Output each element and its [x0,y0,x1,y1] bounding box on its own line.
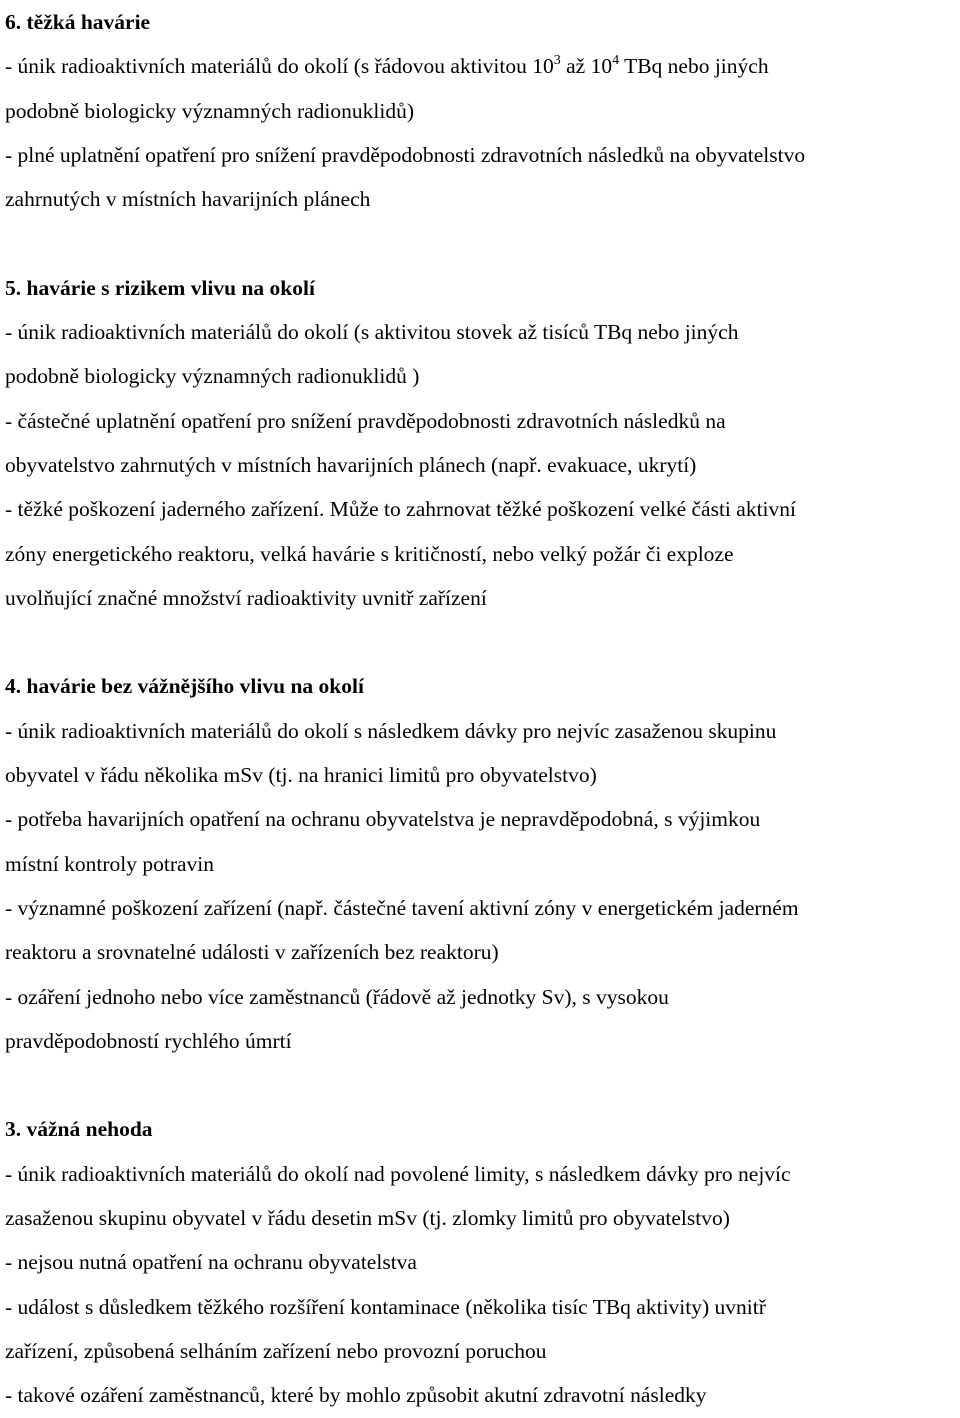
text-run: až 10 [560,54,613,79]
text-run: - únik radioaktivních materiálů do okolí (s řádovou aktivitou 10 [5,54,554,79]
section-heading: 6. těžká havárie [5,10,151,34]
section-5 [5,266,957,620]
section-heading: 4. havárie bez vážnějšího vlivu na okolí [5,674,364,699]
section-spacer [5,620,957,664]
paragraph-line: místní kontroly potravin [5,851,215,876]
section-3 [5,1107,957,1417]
paragraph-line: - nejsou nutná opatření na ochranu obyvatelstva [5,1250,417,1275]
section-4 [5,664,957,1063]
paragraph-line: zařízení, způsobená selháním zařízení nebo provozní poruchou [5,1338,547,1363]
paragraph-line: - potřeba havarijních opatření na ochranu obyvatelstva je nepravděpodobná, s výjimkou [5,807,761,832]
paragraph-line: zahrnutých v místních havarijních plánech [5,187,371,212]
paragraph-line: zóny energetického reaktoru, velká havárie s kritičností, nebo velký požár či exploze [5,541,734,566]
paragraph-line: pravděpodobností rychlého úmrtí [5,1028,292,1053]
section-heading: 3. vážná nehoda [5,1117,153,1142]
paragraph-line [5,44,957,88]
paragraph-line: - událost s důsledkem těžkého rozšíření kontaminace (několika tisíc TBq aktivity) uvnitř [5,1294,766,1319]
paragraph-line: - těžké poškození jaderného zařízení. Může to zahrnovat těžké poškození velké části aktivní [5,497,796,522]
paragraph-line: uvolňující značné množství radioaktivity uvnitř zařízení [5,585,487,610]
paragraph-line: obyvatelstvo zahrnutých v místních havarijních plánech (např. evakuace, ukrytí) [5,452,697,477]
section-heading: 5. havárie s rizikem vlivu na okolí [5,275,315,300]
text-run: TBq nebo jiných [619,54,769,79]
document-page [5,0,957,1418]
superscript-exponent: 3 [553,53,561,69]
paragraph-line: - únik radioaktivních materiálů do okolí (s aktivitou stovek až tisíců TBq nebo jiných [5,320,739,345]
paragraph-line: zasaženou skupinu obyvatel v řádu desetin mSv (tj. zlomky limitů pro obyvatelstvo) [5,1206,730,1231]
paragraph-line: - významné poškození zařízení (např. částečné tavení aktivní zóny v energetickém jaderném [5,895,799,920]
paragraph-line: - ozáření jednoho nebo více zaměstnanců (řádově až jednotky Sv), s vysokou [5,984,669,1009]
section-6 [5,0,957,221]
paragraph-line: obyvatel v řádu několika mSv (tj. na hranici limitů pro obyvatelstvo) [5,763,597,788]
paragraph-line: - únik radioaktivních materiálů do okolí nad povolené limity, s následkem dávky pro nejvíc [5,1161,791,1186]
paragraph-line: - částečné uplatnění opatření pro snížení pravděpodobnosti zdravotních následků na [5,408,726,433]
paragraph-line: - plné uplatnění opatření pro snížení pravděpodobnosti zdravotních následků na obyvatelstvo [5,142,806,167]
paragraph-line: reaktoru a srovnatelné události v zařízeních bez reaktoru) [5,940,499,965]
section-spacer [5,221,957,265]
superscript-exponent: 4 [612,53,620,69]
paragraph-line: - takové ozáření zaměstnanců, které by mohlo způsobit akutní zdravotní následky [5,1383,707,1408]
paragraph-line: - únik radioaktivních materiálů do okolí s následkem dávky pro nejvíc zasaženou skupinu [5,718,777,743]
paragraph-line: podobně biologicky významných radionuklidů) [5,98,415,123]
paragraph-line: podobně biologicky významných radionuklidů ) [5,364,420,389]
section-spacer [5,1063,957,1107]
